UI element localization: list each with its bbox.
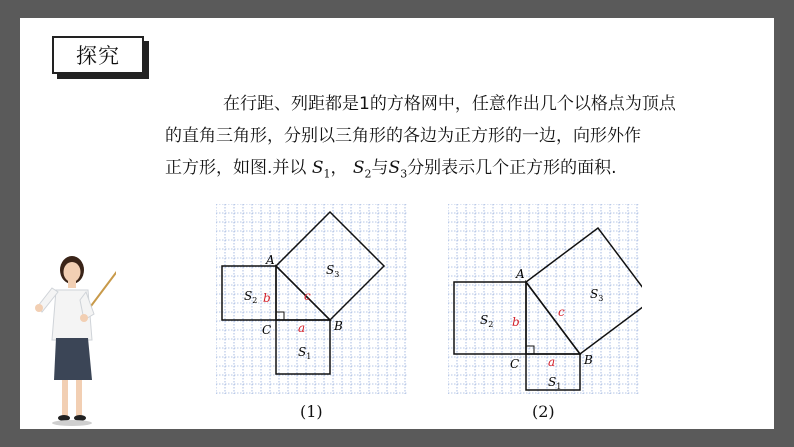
right-triangle	[526, 282, 580, 354]
label-a: a	[298, 321, 306, 335]
figure-1	[216, 204, 410, 396]
problem-text	[165, 88, 755, 190]
grid-2	[448, 204, 640, 394]
label-c: c	[304, 289, 311, 303]
label-S2: $S_2$	[480, 313, 494, 329]
section-title: 探究	[52, 36, 144, 74]
label-B: B	[584, 353, 593, 367]
label-a: a	[548, 355, 556, 369]
figure-1-caption: (1)	[300, 402, 323, 421]
label-C: C	[262, 323, 272, 337]
text-line-3-a: 正方形，如图.并以	[165, 158, 307, 178]
separator: ，	[330, 158, 348, 178]
s1-symbol: $S_1$	[311, 158, 331, 181]
s2-symbol: $S_2$	[352, 158, 372, 181]
slide	[20, 18, 774, 429]
text-line-2: 的直角三角形，分别以三角形的各边为正方形的一边，向形外作	[165, 126, 641, 146]
label-C: C	[510, 357, 520, 371]
square-s3	[526, 228, 642, 354]
label-b: b	[512, 315, 520, 329]
teacher-illustration	[32, 240, 116, 426]
label-S1: $S_1$	[548, 375, 562, 391]
s3-symbol: $S_3$	[388, 158, 408, 181]
label-S2: $S_2$	[244, 289, 258, 305]
text-line-3-b: 分别表示几个正方形的面积.	[407, 158, 617, 178]
label-A: A	[266, 253, 275, 267]
and-text: 与	[371, 158, 389, 178]
text-line-1: 在行距、列距都是1的方格网中，任意作出几个以格点为顶点	[223, 94, 676, 114]
figure-2	[448, 204, 642, 396]
label-S1: $S_1$	[298, 345, 312, 361]
label-S3: $S_3$	[326, 263, 340, 279]
figure-2-caption: (2)	[532, 402, 555, 421]
text-line-3	[165, 152, 755, 190]
label-B: B	[334, 319, 343, 333]
label-b: b	[263, 291, 271, 305]
label-S3: $S_3$	[590, 287, 604, 303]
label-c: c	[558, 305, 565, 319]
label-A: A	[516, 267, 525, 281]
